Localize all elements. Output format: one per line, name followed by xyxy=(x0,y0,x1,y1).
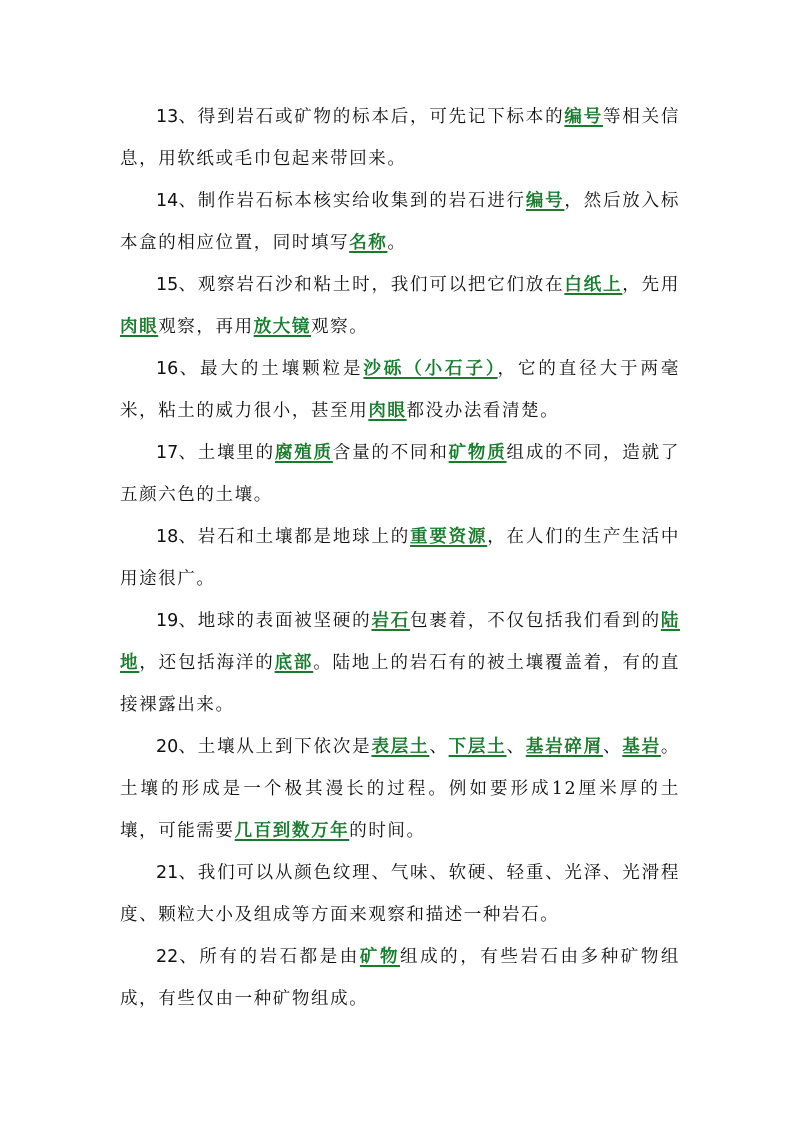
item-text: ，在人们的生产生活中用途很广。 xyxy=(120,527,680,589)
item-text: 得到岩石或矿物的标本后，可先记下标本的 xyxy=(197,107,565,127)
answer-keyword: 底部 xyxy=(274,653,314,673)
item-separator: 、 xyxy=(178,359,201,379)
question-item-14 xyxy=(120,180,680,264)
answer-keyword: 表层土 xyxy=(371,737,430,757)
item-number: 15 xyxy=(156,275,179,295)
answer-keyword: 几百到数万年 xyxy=(234,821,350,841)
answer-keyword: 陆地 xyxy=(120,611,680,673)
answer-keyword: 放大镜 xyxy=(253,317,312,337)
item-text: 岩石和土壤都是地球上的 xyxy=(197,527,411,547)
question-item-19 xyxy=(120,600,680,726)
question-item-13 xyxy=(120,96,680,180)
item-number: 14 xyxy=(156,191,179,211)
item-text: 、 xyxy=(506,737,526,757)
answer-keyword: 编号 xyxy=(564,107,603,127)
item-text: 。 xyxy=(387,233,407,253)
item-text: 、 xyxy=(429,737,449,757)
item-separator: 、 xyxy=(178,737,198,757)
question-item-17 xyxy=(120,432,680,516)
item-text: 土壤里的 xyxy=(197,443,275,463)
item-text: 组成的不同，造就了五颜六色的土壤。 xyxy=(120,443,680,505)
item-text: 所有的岩石都是由 xyxy=(199,947,360,967)
answer-keyword: 矿物 xyxy=(359,947,401,967)
question-item-22 xyxy=(120,936,680,1020)
item-text: 含量的不同和 xyxy=(332,443,449,463)
answer-keyword: 重要资源 xyxy=(410,527,488,547)
item-number: 21 xyxy=(156,863,179,883)
item-separator: 、 xyxy=(178,275,198,295)
question-item-15 xyxy=(120,264,680,348)
answer-keyword: 岩石 xyxy=(371,611,411,631)
item-text: 等相关信息，用软纸或毛巾包起来带回来。 xyxy=(120,107,680,169)
item-separator: 、 xyxy=(178,191,198,211)
item-text: 观察岩石沙和粘土时，我们可以把它们放在 xyxy=(197,275,565,295)
item-text: 组成的，有些岩石由多种矿物组成，有些仅由一种矿物组成。 xyxy=(120,947,680,1009)
answer-keyword: 矿物质 xyxy=(448,443,507,463)
answer-keyword: 编号 xyxy=(525,191,565,211)
item-separator: 、 xyxy=(178,611,198,631)
item-text: 土壤从上到下依次是 xyxy=(197,737,372,757)
answer-keyword: 基岩碎屑 xyxy=(525,737,603,757)
item-text: 观察，再用 xyxy=(158,317,254,337)
item-text: 最大的土壤颗粒是 xyxy=(200,359,364,379)
answer-keyword: 名称 xyxy=(349,233,388,253)
item-separator: 、 xyxy=(178,443,198,463)
item-text: ，然后放入标本盒的相应位置，同时填写 xyxy=(120,191,680,253)
item-text: 。陆地上的岩石有的被土壤覆盖着，有的直接裸露出来。 xyxy=(120,653,681,715)
item-number: 17 xyxy=(156,443,179,463)
document-body xyxy=(120,96,680,1020)
item-number: 18 xyxy=(156,527,179,547)
answer-keyword: 下层土 xyxy=(448,737,507,757)
answer-keyword: 基岩 xyxy=(622,737,661,757)
item-number: 16 xyxy=(156,359,179,379)
item-text: ，它的直径大于两毫米，粘土的威力很小，甚至用 xyxy=(120,359,680,421)
item-number: 13 xyxy=(156,107,179,127)
item-text: 的时间。 xyxy=(349,821,426,841)
item-text: 我们可以从颜色纹理、气味、软硬、轻重、光泽、光滑程度、颗粒大小及组成等方面来观察和描述一种岩石。 xyxy=(120,863,680,925)
answer-keyword: 腐殖质 xyxy=(274,443,333,463)
question-item-20 xyxy=(120,726,680,852)
item-text: 都没办法看清楚。 xyxy=(406,401,560,421)
item-text: 。土壤的形成是一个极其漫长的过程。例如要形成12厘米厚的土壤，可能需要 xyxy=(120,737,680,841)
item-text: ，先用 xyxy=(622,275,680,295)
item-text: 地球的表面被坚硬的 xyxy=(197,611,372,631)
question-item-21 xyxy=(120,852,680,936)
question-item-16 xyxy=(120,348,680,432)
item-number: 22 xyxy=(156,947,179,967)
item-text: 观察。 xyxy=(311,317,369,337)
item-number: 19 xyxy=(156,611,179,631)
item-text: ，还包括海洋的 xyxy=(139,653,275,673)
item-separator: 、 xyxy=(178,863,198,883)
item-separator: 、 xyxy=(178,527,198,547)
item-text: 制作岩石标本核实给收集到的岩石进行 xyxy=(197,191,526,211)
question-item-18 xyxy=(120,516,680,600)
item-text: 包裹着，不仅包括我们看到的 xyxy=(410,611,661,631)
item-text: 、 xyxy=(603,737,623,757)
answer-keyword: 沙砾（小石子） xyxy=(363,359,498,379)
answer-keyword: 白纸上 xyxy=(564,275,623,295)
item-number: 20 xyxy=(156,737,179,757)
item-separator: 、 xyxy=(178,107,198,127)
answer-keyword: 肉眼 xyxy=(120,317,159,337)
answer-keyword: 肉眼 xyxy=(368,401,407,421)
item-separator: 、 xyxy=(178,947,200,967)
